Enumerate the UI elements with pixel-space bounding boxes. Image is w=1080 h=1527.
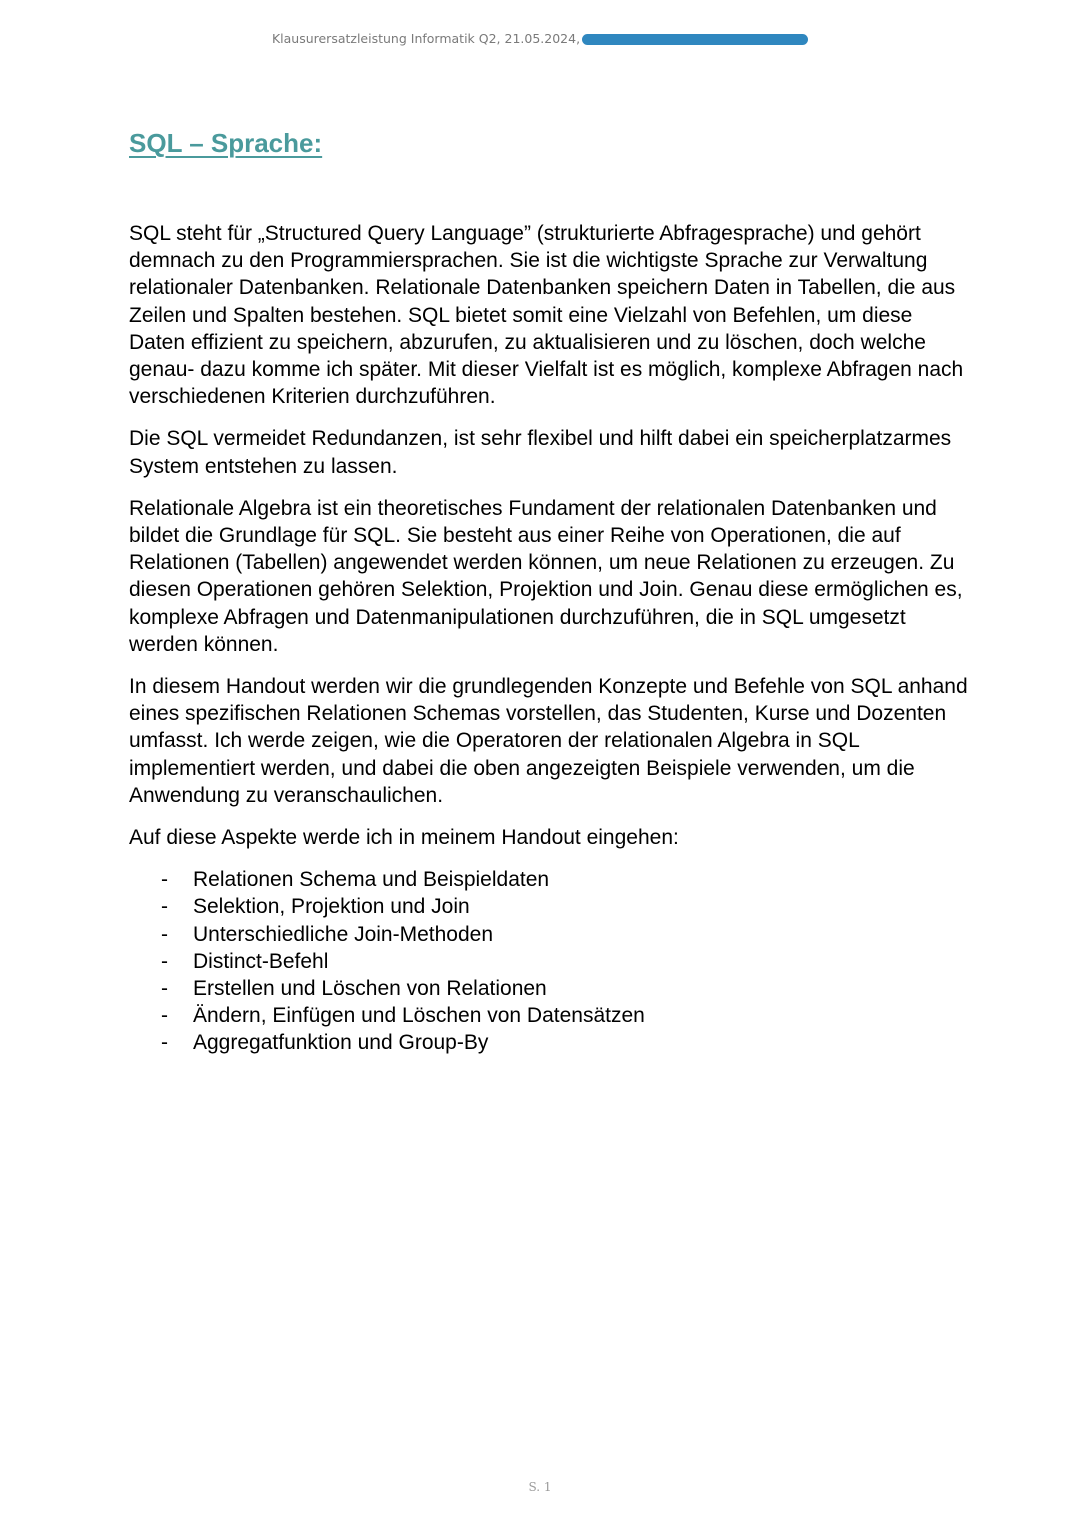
bullet-marker: - <box>161 1031 168 1055</box>
paragraph: Die SQL vermeidet Redundanzen, ist sehr flexibel und hilft dabei ein speicherplatzarmes System entstehen zu lassen. <box>129 427 952 478</box>
list-item-text: Ändern, Einfügen und Löschen von Datensätzen <box>193 1004 645 1028</box>
paragraph: Relationale Algebra ist ein theoretisches Fundament der relationalen Datenbanken und bildet die Grundlage für SQL. Sie besteht aus einer Reihe von Operationen, die auf Relationen (Tabellen) angewendet werden können, um neue Relationen zu erzeugen. Zu diesen Operationen gehören Selektion, Projektion und Join. Genau diese ermöglichen es, komplexe Abfragen und Datenmanipulationen durchzuführen, die in SQL umgesetzt werden können. <box>129 496 963 656</box>
paragraph: In diesem Handout werden wir die grundlegenden Konzepte und Befehle von SQL anhand eines spezifischen Relationen Schemas vorstellen, das Studenten, Kurse und Dozenten umfasst. Ich werde zeigen, wie die Operatoren der relationalen Algebra in SQL implementiert werden, und dabei die oben angezeigten Beispiele verwenden, um die Anwendung zu veranschaulichen. <box>129 675 968 807</box>
bullet-marker: - <box>161 868 168 892</box>
list-item-text: Unterschiedliche Join-Methoden <box>193 922 493 946</box>
bullet-marker: - <box>161 949 168 973</box>
list-item-text: Relationen Schema und Beispieldaten <box>193 868 550 892</box>
list-item-text: Aggregatfunktion und Group-By <box>193 1031 489 1055</box>
page-number: S. 1 <box>528 1480 552 1494</box>
bullet-marker: - <box>161 922 168 946</box>
document-title: SQL – Sprache: <box>129 128 323 158</box>
page-header <box>0 31 1080 46</box>
list-item-text: Distinct-Befehl <box>193 949 329 973</box>
list-item <box>129 948 969 975</box>
list-item <box>129 1029 969 1056</box>
bullet-marker: - <box>161 1004 168 1028</box>
document-body <box>129 220 969 1057</box>
list-item <box>129 975 969 1002</box>
bullet-marker: - <box>161 895 168 919</box>
bullet-list <box>129 866 969 1056</box>
header-text: Klausurersatzleistung Informatik Q2, 21.05.2024, <box>271 31 581 46</box>
list-item-text: Erstellen und Löschen von Relationen <box>193 977 547 1001</box>
list-item <box>129 921 969 948</box>
redaction-mark <box>582 34 808 45</box>
list-item <box>129 1002 969 1029</box>
list-item-text: Selektion, Projektion und Join <box>193 895 470 919</box>
bullet-marker: - <box>161 977 168 1001</box>
list-item <box>129 893 969 920</box>
paragraph: Auf diese Aspekte werde ich in meinem Handout eingehen: <box>129 826 679 850</box>
list-item <box>129 866 969 893</box>
paragraph: SQL steht für „Structured Query Language” (strukturierte Abfragesprache) und gehört demnach zu den Programmiersprachen. Sie ist die wichtigste Sprache zur Verwaltung relationaler Datenbanken. Relationale Datenbanken speichern Daten in Tabellen, die aus Zeilen und Spalten bestehen. SQL bietet somit eine Vielzahl von Befehlen, um diese Daten effizient zu speichern, abzurufen, zu aktualisieren und zu löschen, doch welche genau- dazu komme ich später. Mit dieser Vielfalt ist es möglich, komplexe Abfragen nach verschiedenen Kriterien durchzuführen. <box>129 222 964 409</box>
